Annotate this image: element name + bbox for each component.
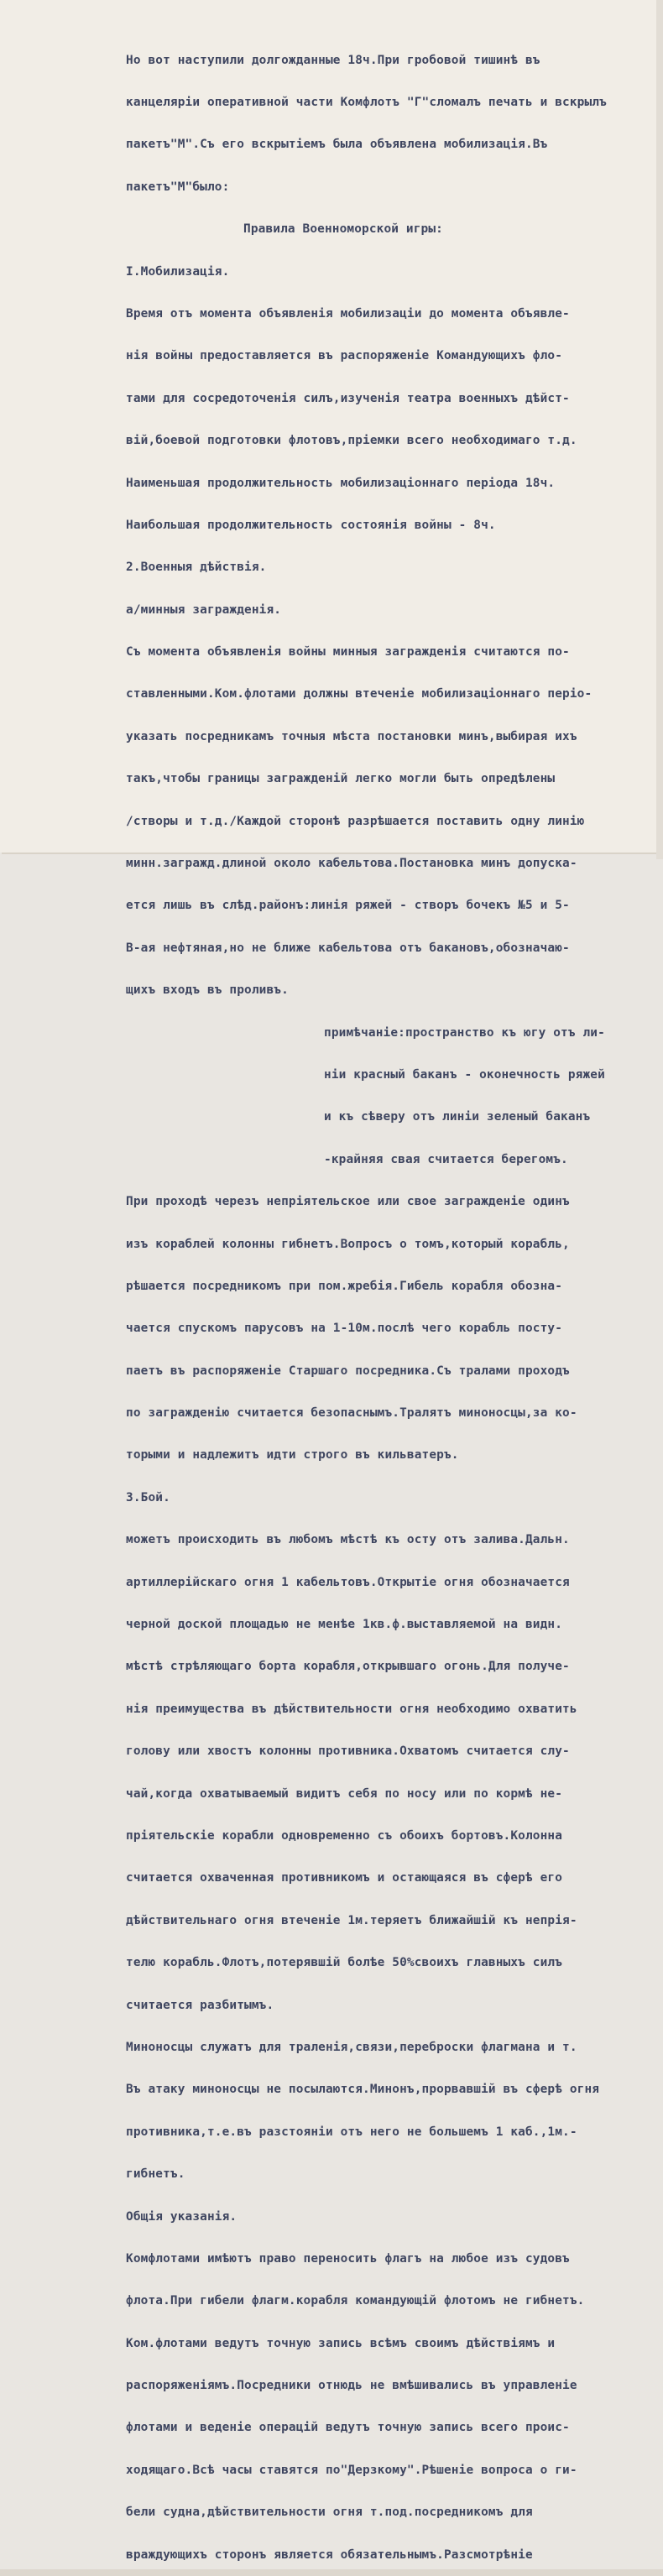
- text-line: чай,когда охватываемый видитъ себя по носу или по кормѣ не-: [126, 1786, 563, 1801]
- text-line: считается разбитымъ.: [126, 1998, 274, 2012]
- text-line: Миноносцы служатъ для траленiя,связи,переброски флагмана и т.: [126, 2040, 577, 2054]
- text-line: по загражденiю считается безопаснымъ.Тралятъ миноносцы,за ко-: [126, 1406, 577, 1421]
- text-line: В-ая нефтяная,но не ближе кабельтова отъ бакановъ,обозначаю-: [126, 941, 570, 955]
- text-line: паетъ въ распоряженiе Старшаго посредника.Съ тралами проходъ: [126, 1364, 570, 1378]
- text-line: ходящаго.Всѣ часы ставятся по"Дерзкому".Рѣшенiе вопроса о ги-: [126, 2463, 577, 2477]
- text-line: нiя преимущества въ дѣйствительности огня необходимо охватить: [126, 1702, 577, 1716]
- text-line: бели судна,дѣйствительности огня т.под.посредникомъ для: [126, 2506, 533, 2520]
- text-line: мѣстѣ стрѣляющаго борта корабля,открывшаго огонь.Для получе-: [126, 1660, 570, 1674]
- text-line: ставленными.Ком.флотами должны втеченiе мобилизацiоннаго перiо-: [126, 687, 593, 701]
- text-line: щихъ входъ въ проливъ.: [126, 983, 289, 998]
- text-line: пакетъ"М".Съ его вскрытiемъ была объявлена мобилизацiя.Въ: [126, 138, 548, 152]
- text-line: Наибольшая продолжительность состоянiя войны - 8ч.: [126, 518, 496, 532]
- note-line: -крайняя свая считается берегомъ.: [324, 1152, 568, 1166]
- text-line: распоряженiямъ.Посредники отнюдь не вмѣшивались въ управленiе: [126, 2379, 577, 2393]
- text-line: гибнетъ.: [126, 2167, 185, 2182]
- text-line: флота.При гибели флагм.корабля командующiй флотомъ не гибнетъ.: [126, 2294, 585, 2308]
- section-heading: 2.Военныя дѣйствiя.: [126, 561, 267, 575]
- text-line: такъ,чтобы границы загражденiй легко могли быть опредѣлены: [126, 772, 556, 786]
- text-line: ется лишь въ слѣд.районъ:линiя ряжей - створъ бочекъ №5 и 5-: [126, 899, 570, 913]
- text-line: Наименьшая продолжительность мобилизацiоннаго перiода 18ч.: [126, 476, 556, 490]
- text-line: При проходѣ черезъ непрiятельское или свое загражденiе одинъ: [126, 1195, 570, 1209]
- text-line: Комфлотами имѣютъ право переносить флагъ на любое изъ судовъ: [126, 2251, 570, 2266]
- section-heading: Общiя указанiя.: [126, 2209, 238, 2224]
- text-line: Ком.флотами ведутъ точную запись всѣмъ своимъ дѣйствiямъ и: [126, 2336, 556, 2350]
- text-line: считается охваченная противникомъ и остающаяся въ сферѣ его: [126, 1871, 563, 1885]
- text-line: Съ момента объявленiя войны минныя загражденiя считаются по-: [126, 645, 570, 660]
- rules-title: Правила Военноморской игры:: [243, 222, 443, 237]
- note-line: нiи красный баканъ - оконечность ряжей: [324, 1067, 605, 1082]
- text-line: артиллерiйскаго огня 1 кабельтовъ.Открытiе огня обозначается: [126, 1575, 570, 1589]
- text-line: Время отъ момента объявленiя мобилизацiи до момента объявле-: [126, 306, 570, 321]
- text-line: торыми и надлежитъ идти строго въ кильватеръ.: [126, 1448, 459, 1463]
- text-line: дѣйствительнаго огня втеченiе 1м.теряетъ ближайшiй къ непрiя-: [126, 1913, 577, 1927]
- text-line: прiятельскiе корабли одновременно съ обоихъ бортовъ.Колонна: [126, 1829, 563, 1843]
- page-edge-right: [656, 0, 663, 859]
- text-line: черной доской площадью не менѣе 1кв.ф.выставляемой на видн.: [126, 1618, 563, 1632]
- typewritten-text: [126, 25, 655, 2576]
- text-line: тами для сосредоточенiя силъ,изученiя театра военныхъ дѣйст-: [126, 391, 570, 405]
- text-line: нiя войны предоставляется въ распоряженiе Командующихъ фло-: [126, 349, 563, 363]
- text-line: указать посредникамъ точныя мѣста постановки минъ,выбирая ихъ: [126, 729, 577, 743]
- text-line: флотами и веденiе операцiй ведутъ точную запись всего проис-: [126, 2421, 570, 2435]
- text-line: можетъ происходить въ любомъ мѣстѣ къ осту отъ залива.Дальн.: [126, 1533, 570, 1547]
- text-line: канцелярiи оперативной части Комфлотъ "Г"сломалъ печать и вскрылъ: [126, 95, 607, 109]
- text-line: противника,т.е.въ разстоянiи отъ него не большемъ 1 каб.,1м.-: [126, 2125, 577, 2139]
- text-line: вiй,боевой подготовки флотовъ,прiемки всего необходимаго т.д.: [126, 434, 577, 448]
- text-line: телю корабль.Флотъ,потерявшiй болѣе 50%своихъ главныхъ силъ: [126, 1956, 563, 1970]
- text-line: Въ атаку миноносцы не посылаются.Минонъ,прорвавшiй въ сферѣ огня: [126, 2083, 600, 2097]
- text-line: Но вот наступили долгожданные 18ч.При гробовой тишинѣ въ: [126, 53, 540, 67]
- text-line: минн.загражд.длиной около кабельтова.Постановка минъ допуска-: [126, 857, 577, 871]
- section-heading: 3.Бой.: [126, 1490, 170, 1504]
- text-line: /створы и т.д./Каждой сторонѣ разрѣшается поставить одну линiю: [126, 814, 585, 828]
- text-line: пакетъ"М"было:: [126, 180, 230, 194]
- text-line: чается спускомъ парусовъ на 1-10м.послѣ чего корабль посту-: [126, 1322, 563, 1336]
- note-line: примѣчанiе:пространство къ югу отъ ли-: [324, 1025, 605, 1040]
- text-line: рѣшается посредникомъ при пом.жребiя.Гибель корабля обозна-: [126, 1279, 563, 1293]
- text-line: враждующихъ сторонъ является обязательнымъ.Разсмотрѣнiе: [126, 2547, 533, 2562]
- text-line: голову или хвостъ колонны противника.Охватомъ считается слу-: [126, 1744, 570, 1759]
- section-heading: I.Мобилизацiя.: [126, 264, 230, 279]
- note-line: и къ сѣверу отъ линiи зеленый баканъ: [324, 1110, 591, 1124]
- subsection-heading: а/минныя загражденiя.: [126, 602, 282, 617]
- text-line: изъ кораблей колонны гибнетъ.Вопросъ о томъ,который корабль,: [126, 1237, 570, 1251]
